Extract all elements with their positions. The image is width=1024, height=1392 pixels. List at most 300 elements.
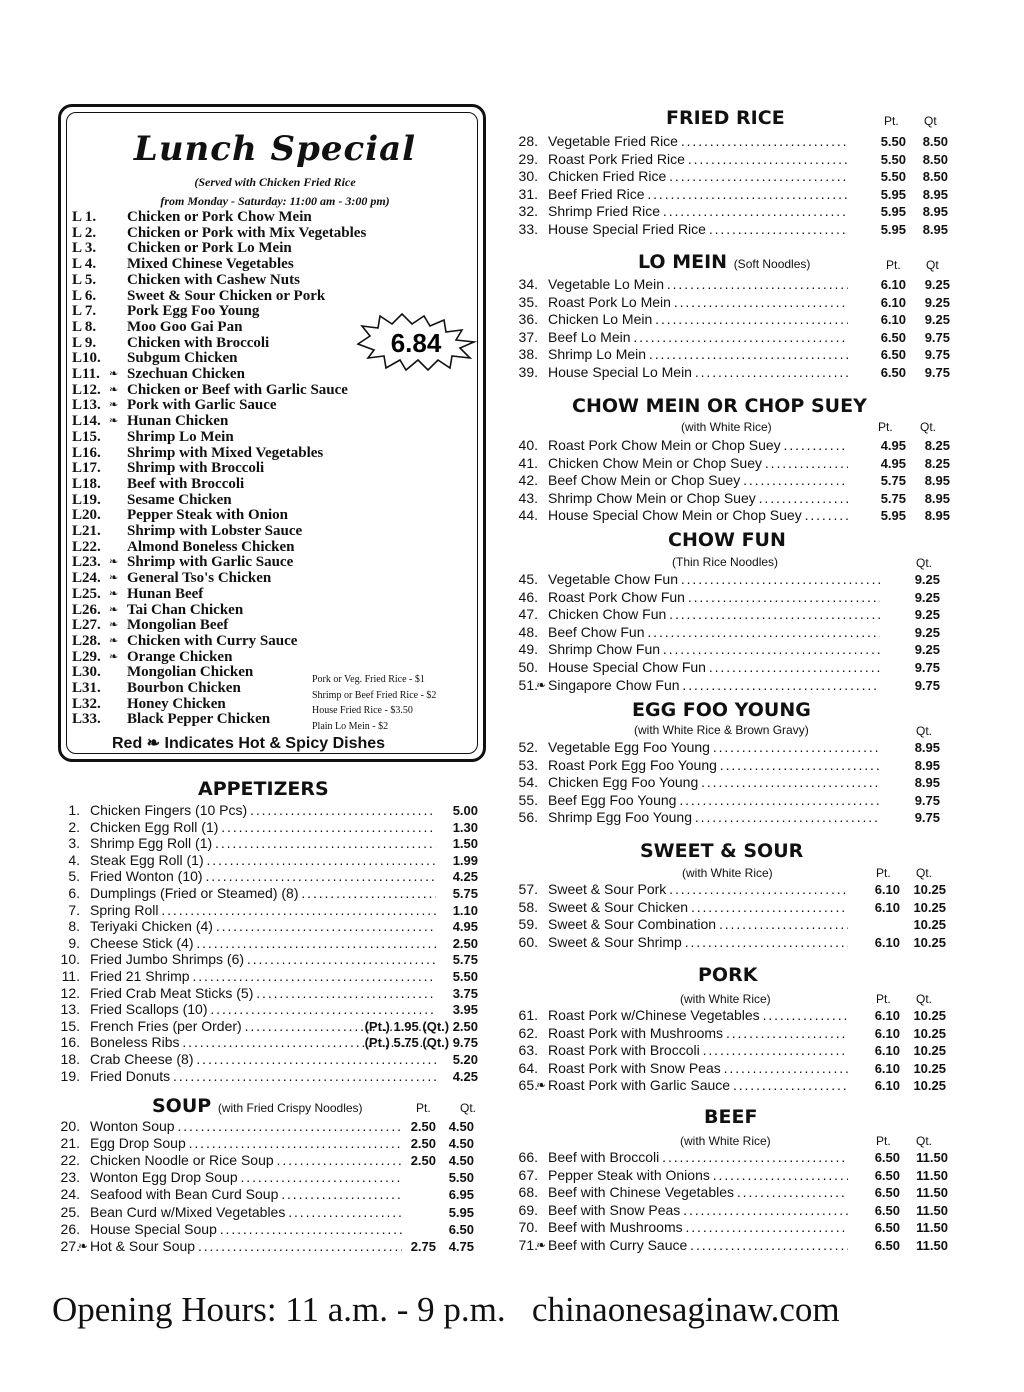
price-quart: 8.95	[914, 740, 940, 755]
soup-pt-header: Pt.	[416, 1101, 431, 1115]
item-name	[90, 868, 436, 885]
hot-pepper-icon: ❧	[109, 556, 119, 569]
lo-mein-pt-header: Pt.	[886, 258, 901, 272]
price-quart: 5.20	[452, 1052, 478, 1067]
price-quart: 8.25	[924, 438, 950, 453]
item-name-text: Boneless Ribs	[90, 1034, 180, 1051]
item-number: 47.	[518, 606, 538, 623]
appetizers-row	[42, 868, 482, 885]
lunch-item-name: Bourbon Chicken	[127, 680, 241, 696]
price-pint: 6.50	[874, 1185, 900, 1201]
price-pint: 6.50	[880, 365, 906, 380]
price-quart: 5.95	[448, 1204, 474, 1220]
price-pint: 2.50	[410, 1153, 436, 1169]
item-number: 4.	[68, 851, 80, 868]
item-name-text: Shrimp Chow Mein or Chop Suey	[548, 489, 756, 506]
beef-row	[500, 1184, 952, 1201]
item-name-text: Vegetable Fried Rice	[548, 133, 678, 149]
lo-mein-note: (Soft Noodles)	[733, 257, 811, 271]
item-name-text: Sweet & Sour Chicken	[548, 898, 689, 915]
lunch-item-code: L 4.	[72, 256, 97, 273]
soup-title	[152, 1095, 363, 1117]
item-name	[548, 757, 880, 774]
item-name	[90, 1068, 436, 1085]
item-name	[548, 437, 848, 454]
appetizers-row	[42, 1018, 482, 1035]
appetizers-row	[42, 935, 482, 952]
chow-mein-title: CHOW MEIN OR CHOP SUEY	[572, 395, 867, 417]
item-name-text: Shrimp Chow Fun	[548, 641, 661, 658]
chow-fun-qt-header: Qt.	[916, 556, 933, 570]
item-number: 45.	[518, 571, 538, 587]
item-name	[90, 1001, 436, 1018]
fried-rice-row	[500, 133, 952, 150]
price-quart: 10.25	[913, 1043, 946, 1059]
price-quart: 9.25	[924, 277, 950, 292]
price-quart: 5.00	[452, 803, 478, 818]
item-number: 20.	[60, 1118, 80, 1134]
price-quart: 9.75	[924, 365, 950, 380]
lunch-item-code: L23.	[72, 554, 101, 571]
item-number: 26.	[60, 1220, 80, 1237]
lunch-item-code: L 7.	[72, 303, 97, 320]
price-pint: 6.10	[880, 294, 906, 310]
item-name-text: Chicken Noodle or Rice Soup	[90, 1152, 274, 1169]
item-name-text: Fried Scallops (10)	[90, 1001, 208, 1018]
item-name-text: French Fries (per Order)	[90, 1017, 242, 1034]
chow-mein-row	[500, 507, 954, 524]
hot-pepper-icon: ❧	[109, 572, 119, 585]
item-name	[90, 819, 436, 836]
item-number: 69.	[518, 1201, 538, 1218]
item-number: 71.	[518, 1237, 538, 1253]
item-name-text: Roast Pork Chow Fun	[548, 588, 685, 605]
item-name	[548, 221, 848, 238]
item-name	[548, 1237, 848, 1254]
lunch-item-name: Chicken or Pork Chow Mein	[127, 209, 312, 225]
item-name-text: Beef Lo Mein	[548, 328, 631, 345]
lunch-item-code: L30.	[72, 664, 101, 681]
item-name-text: Chicken Lo Mein	[548, 311, 653, 328]
chow-mein-row	[500, 490, 954, 507]
lunch-item-name: Chicken with Cashew Nuts	[127, 271, 300, 288]
price-quart: 10.25	[913, 1025, 946, 1041]
chow-mein-row	[500, 455, 954, 472]
price-pint: 6.10	[874, 1078, 900, 1094]
price-pint: 6.50	[874, 1150, 900, 1165]
item-name	[548, 571, 880, 588]
item-name-text: Shrimp Egg Roll (1)	[90, 835, 213, 852]
lunch-item-name: Chicken or Pork Lo Mein	[127, 240, 292, 257]
hot-pepper-icon: ❧	[109, 619, 119, 632]
price-quart: 4.50	[448, 1136, 474, 1152]
item-number: 59.	[518, 916, 538, 933]
item-name	[90, 1221, 402, 1238]
item-number: 49.	[518, 641, 538, 658]
item-name	[548, 739, 880, 756]
price-burst-badge	[352, 310, 480, 374]
lo-mein-row	[500, 276, 954, 293]
beef-title: BEEF	[704, 1106, 758, 1128]
item-number: 11.	[61, 968, 80, 984]
soup-row	[42, 1238, 478, 1255]
item-name-text: Chicken Fingers (10 Pcs)	[90, 802, 248, 818]
item-name	[548, 1077, 848, 1094]
item-name	[90, 1204, 402, 1221]
pork-row	[500, 1060, 950, 1077]
item-name	[548, 624, 880, 641]
price-quart: 6.95	[448, 1187, 474, 1203]
chow-fun-row	[500, 589, 944, 606]
item-name	[548, 507, 848, 524]
price-quart: 11.50	[916, 1150, 948, 1165]
price-quart: 10.25	[913, 1060, 946, 1076]
price-pint: 5.50	[880, 169, 906, 185]
item-name-text: Fried Donuts	[90, 1067, 171, 1084]
lunch-item-name: Mongolian Beef	[127, 617, 229, 634]
item-name-text: Beef with Chinese Vegetables	[548, 1184, 735, 1201]
beef-pt-header: Pt.	[876, 1134, 891, 1148]
item-name	[90, 1051, 436, 1068]
item-name-text: Beef Chow Mein or Chop Suey	[548, 472, 741, 489]
item-number: 61.	[518, 1007, 538, 1023]
lunch-item-name: Orange Chicken	[127, 648, 233, 665]
appetizers-row	[42, 835, 482, 852]
item-name-text: Roast Pork with Snow Peas	[548, 1059, 721, 1076]
price-quart: 1.50	[452, 836, 478, 852]
lunch-item-code: L20.	[72, 507, 101, 524]
egg-foo-young-title: EGG FOO YOUNG	[632, 699, 811, 721]
item-name-text: Chicken Chow Mein or Chop Suey	[548, 454, 762, 471]
appetizers-title: APPETIZERS	[198, 778, 329, 800]
lunch-item-name: Subgum Chicken	[127, 350, 238, 367]
price-pint: 5.95	[880, 222, 906, 237]
chow-fun-row	[500, 677, 944, 694]
price-quart: 4.75	[448, 1238, 474, 1254]
lunch-item-code: L 6.	[72, 287, 97, 304]
pork-pt-header: Pt.	[876, 992, 891, 1006]
hot-pepper-icon: ❧	[109, 603, 119, 616]
item-name	[548, 311, 848, 328]
fried-rice-row	[500, 221, 952, 238]
appetizers-row	[42, 1068, 482, 1085]
hot-spicy-legend: Red ❧ Indicates Hot & Spicy Dishes	[112, 735, 386, 752]
chow-fun-row	[500, 571, 944, 588]
price-quart: 1.30	[452, 819, 478, 835]
price-pint: 5.95	[880, 204, 906, 220]
hot-pepper-icon: ❧	[109, 368, 119, 380]
price-quart: 4.25	[452, 1068, 478, 1084]
item-number: 31.	[518, 185, 538, 202]
price-pint: 6.50	[880, 329, 906, 345]
item-name-text: Wonton Egg Drop Soup	[90, 1169, 238, 1186]
lo-mein-row	[500, 294, 954, 311]
lo-mein-row	[500, 329, 954, 346]
lunch-item-code: L11.	[72, 366, 100, 382]
lunch-item-code: L24.	[72, 570, 101, 587]
item-name	[548, 1184, 848, 1201]
item-number: 27.	[60, 1237, 80, 1254]
chow-mein-row	[500, 437, 954, 454]
price-quart: 6.50	[448, 1221, 474, 1237]
soup-row	[42, 1186, 478, 1203]
hot-pepper-icon: ❧	[109, 634, 119, 647]
beef-row	[500, 1219, 952, 1236]
price-quart: 10.25	[913, 917, 946, 933]
item-name-text: Pepper Steak with Onions	[548, 1166, 710, 1183]
price-quart: 11.50	[916, 1202, 948, 1218]
item-number: 39.	[518, 364, 538, 380]
price-quart: 5.75	[452, 952, 478, 968]
item-number: 7.	[68, 901, 80, 918]
item-number: 51.	[518, 676, 538, 693]
lunch-item-name: Pepper Steak with Onion	[127, 507, 288, 524]
price-quart: 10.25	[913, 1008, 946, 1023]
soup-row	[42, 1118, 478, 1135]
item-name-text: House Special Chow Mein or Chop Suey	[548, 507, 802, 524]
fried-rice-title: FRIED RICE	[666, 107, 785, 129]
sweet-sour-row	[500, 916, 950, 933]
item-number: 5.	[68, 868, 80, 885]
item-number: 28.	[518, 133, 538, 149]
item-name-text: Roast Pork Egg Foo Young	[548, 756, 717, 773]
item-name	[548, 916, 848, 933]
appetizers-row	[42, 918, 482, 935]
item-name	[548, 606, 880, 623]
item-number: 48.	[518, 623, 538, 640]
item-number: 13.	[60, 1001, 80, 1018]
appetizers-row	[42, 902, 482, 919]
lunch-item-name: Shrimp Lo Mein	[127, 428, 234, 445]
egg-foo-young-row	[500, 739, 944, 756]
price-pint: 6.10	[874, 899, 900, 915]
item-name	[548, 774, 880, 791]
lunch-item-name: Sweet & Sour Chicken or Pork	[127, 287, 326, 304]
item-name	[548, 1202, 848, 1219]
item-name-text: Sweet & Sour Pork	[548, 881, 667, 897]
lunch-item-name: Moo Goo Gai Pan	[127, 318, 243, 335]
hot-pepper-icon: ❧	[536, 1238, 547, 1252]
appetizers-row	[42, 802, 482, 819]
item-name-text: House Special Soup	[90, 1220, 217, 1237]
item-number: 19.	[60, 1067, 80, 1084]
price-quart: 10.25	[913, 934, 946, 950]
price-pint: 2.50	[410, 1119, 436, 1134]
price-quart: 8.95	[922, 186, 948, 202]
price-quart: 8.95	[922, 204, 948, 220]
lunch-side-note: Plain Lo Mein - $2	[312, 720, 389, 732]
item-name	[90, 835, 436, 852]
chow-mein-qt-header: Qt.	[920, 420, 937, 434]
price-quart: 9.25	[914, 624, 940, 640]
item-number: 32.	[518, 203, 538, 220]
item-number: 40.	[518, 437, 538, 453]
item-name	[548, 792, 880, 809]
item-name	[90, 1186, 402, 1203]
item-number: 53.	[518, 756, 538, 773]
appetizers-row	[42, 819, 482, 836]
item-name	[90, 951, 436, 968]
lunch-item-code: L26.	[72, 601, 101, 618]
lunch-item-name: Pork with Garlic Sauce	[127, 397, 277, 414]
item-name	[548, 899, 848, 916]
lunch-item-code: L31.	[72, 680, 101, 696]
lunch-item-name: Almond Boneless Chicken	[127, 538, 295, 555]
item-name-text: Crab Cheese (8)	[90, 1051, 194, 1067]
item-name-text: Chicken Chow Fun	[548, 606, 667, 623]
lunch-item-code: L10.	[72, 350, 101, 367]
item-name	[90, 1238, 402, 1255]
item-name	[548, 346, 848, 363]
price-quart: 8.95	[922, 222, 948, 237]
beef-sub: (with White Rice)	[680, 1134, 771, 1148]
item-name-text: Shrimp Egg Foo Young	[548, 809, 692, 826]
price-quart: 2.50	[452, 935, 478, 951]
price-quart: 8.95	[924, 490, 950, 506]
item-number: 55.	[518, 791, 538, 808]
hot-pepper-icon: ❧	[109, 587, 119, 600]
lunch-item-code: L17.	[72, 460, 101, 477]
item-number: 15.	[60, 1017, 80, 1034]
lunch-item-code: L15.	[72, 428, 101, 445]
item-number: 50.	[518, 659, 538, 675]
item-name	[548, 1167, 848, 1184]
price-quart: 10.25	[913, 882, 946, 897]
item-number: 38.	[518, 346, 538, 363]
item-number: 6.	[68, 885, 80, 901]
hot-pepper-icon: ❧	[78, 1238, 89, 1253]
lunch-item-code: L14.	[72, 413, 101, 430]
appetizers-row	[42, 1034, 482, 1051]
website: chinaonesaginaw.com	[531, 1290, 840, 1329]
item-name-text: Beef with Mushrooms	[548, 1219, 683, 1236]
chow-mein-sub: (with White Rice)	[681, 420, 772, 434]
price-pint: 4.95	[880, 455, 906, 471]
item-number: 64.	[518, 1059, 538, 1076]
fried-rice-row	[500, 151, 952, 168]
sweet-sour-row	[500, 881, 950, 898]
lunch-special-title: Lunch Special	[133, 129, 417, 169]
hot-pepper-icon: ❧	[109, 415, 119, 428]
item-name-text: Fried Jumbo Shrimps (6)	[90, 951, 245, 968]
item-number: 33.	[518, 221, 538, 237]
beef-row	[500, 1149, 952, 1166]
pork-row	[500, 1077, 950, 1094]
price-quart: 11.50	[916, 1220, 948, 1236]
price-quart: (Pt.) 5.75 (Qt.) 9.75	[364, 1035, 478, 1051]
item-name-text: Beef with Broccoli	[548, 1149, 660, 1165]
lunch-item-name: Shrimp with Garlic Sauce	[127, 554, 294, 571]
price-pint: 6.50	[874, 1167, 900, 1183]
item-name	[90, 802, 436, 819]
price-pint: 6.10	[880, 312, 906, 328]
lunch-item-name: Hunan Chicken	[127, 413, 229, 430]
price-quart: 8.95	[924, 473, 950, 489]
item-name-text: Vegetable Lo Mein	[548, 276, 664, 292]
item-name	[90, 968, 436, 985]
lunch-price: 6.84	[390, 328, 442, 358]
price-quart: 9.25	[914, 642, 940, 658]
item-name	[548, 203, 848, 220]
price-pint: 5.75	[880, 490, 906, 506]
item-number: 70.	[518, 1219, 538, 1236]
lunch-side-note: House Fried Rice - $3.50	[312, 705, 413, 716]
lunch-side-note: Pork or Veg. Fried Rice - $1	[312, 674, 425, 685]
item-name-text: Shrimp Lo Mein	[548, 346, 647, 363]
item-name	[548, 934, 848, 951]
pork-title: PORK	[698, 964, 758, 986]
item-name	[90, 885, 436, 902]
lunch-item-code: L22.	[72, 538, 101, 555]
item-name	[548, 677, 880, 694]
price-pint: 6.10	[874, 1008, 900, 1023]
lunch-item-code: L 1.	[72, 209, 97, 225]
pork-qt-header: Qt.	[916, 992, 933, 1006]
item-number: 21.	[60, 1135, 80, 1152]
item-number: 34.	[518, 276, 538, 292]
item-number: 43.	[518, 489, 538, 506]
lunch-item-code: L 2.	[72, 224, 97, 241]
appetizers-row	[42, 852, 482, 869]
item-name-text: Vegetable Egg Foo Young	[548, 739, 710, 755]
beef-row	[500, 1167, 952, 1184]
price-quart: 1.99	[452, 852, 478, 868]
item-name	[548, 151, 848, 168]
item-name	[90, 1169, 402, 1186]
item-number: 56.	[518, 809, 538, 826]
item-name-text: Beef with Curry Sauce	[548, 1237, 688, 1253]
lunch-item-name: Black Pepper Chicken	[127, 711, 271, 728]
lunch-item-code: L 9.	[72, 334, 97, 351]
item-number: 46.	[518, 588, 538, 605]
pork-sub: (with White Rice)	[680, 992, 771, 1006]
price-pint: 5.75	[880, 473, 906, 489]
egg-foo-young-row	[500, 757, 944, 774]
price-quart: 9.75	[924, 329, 950, 345]
lunch-item-name: Pork Egg Foo Young	[127, 303, 260, 320]
lunch-item-name: General Tso's Chicken	[127, 570, 272, 587]
sweet-sour-title: SWEET & SOUR	[640, 840, 804, 862]
item-name	[548, 1219, 848, 1236]
fried-rice-pt-header: Pt.	[884, 114, 899, 128]
item-number: 54.	[518, 774, 538, 791]
price-pint: 2.50	[410, 1136, 436, 1152]
hot-pepper-icon: ❧	[109, 383, 119, 396]
price-quart: 1.10	[452, 902, 478, 918]
footer	[52, 1290, 840, 1330]
lo-mein-qt-header: Qt	[926, 258, 939, 272]
lunch-special-hours: from Monday - Saturday: 11:00 am - 3:00 pm)	[160, 194, 390, 208]
item-name-text: Cheese Stick (4)	[90, 934, 194, 951]
egg-foo-young-row	[500, 809, 944, 826]
item-name-text: Sweet & Sour Shrimp	[548, 933, 682, 950]
price-quart: (Pt.) 1.95 (Qt.) 2.50	[364, 1018, 478, 1034]
fried-rice-row	[500, 168, 952, 185]
item-name-text: Teriyaki Chicken (4)	[90, 918, 213, 935]
price-pint: 5.95	[880, 508, 906, 524]
price-quart: 5.50	[448, 1170, 474, 1186]
lunch-item-code: L16.	[72, 444, 101, 461]
lunch-item-code: L27.	[72, 617, 101, 634]
price-quart: 4.25	[452, 869, 478, 885]
egg-foo-young-sub: (with White Rice & Brown Gravy)	[634, 723, 809, 737]
hot-pepper-icon: ❧	[109, 650, 119, 663]
soup-row	[42, 1152, 478, 1169]
item-name	[548, 186, 848, 203]
price-pint: 2.75	[410, 1238, 436, 1254]
item-name	[548, 589, 880, 606]
beef-qt-header: Qt.	[916, 1134, 933, 1148]
